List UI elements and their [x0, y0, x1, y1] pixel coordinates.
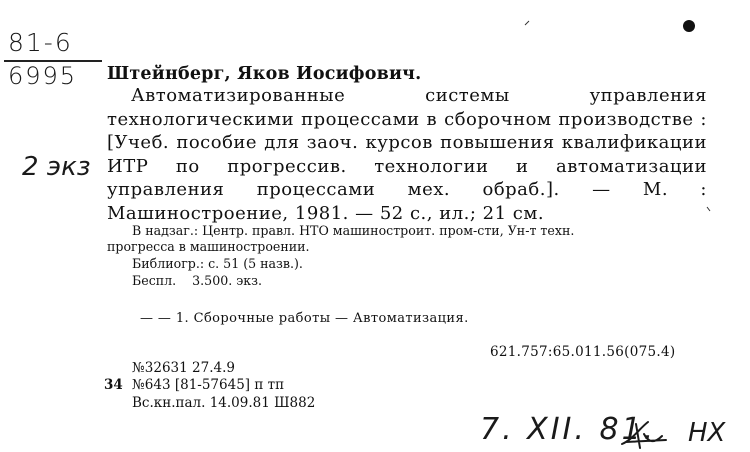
copies-count: 2 экз — [22, 152, 91, 182]
issuer-note-line2: прогресса в машиностроении. — [107, 239, 310, 254]
tech-line-2: №643 [81-57645] п тп — [132, 377, 285, 393]
signature-scribble — [618, 420, 668, 450]
ink-dot — [683, 20, 695, 32]
issuer-note-line1: В надзаг.: Центр. правл. НТО машиностроит. пром-сти, Ун-т техн. — [132, 223, 575, 238]
bibliographic-description: Автоматизированные системы управления технологическими процессами в сборочном производстве : [Учеб. пособие для заоч. курсов повышения квалификации ИТР по прогрессив. технологии и автоматизации управления процессами мех. обраб.]. — М. : Машиностроение, 1981. — 52 с., ил.; 21 см. — [107, 85, 707, 224]
subject-heading: — — 1. Сборочные работы — Автоматизация. — [140, 311, 469, 326]
tech-line-1: №32631 27.4.9 — [132, 360, 235, 376]
handwritten-date: 7. XII. 81. — [480, 412, 657, 447]
shelf-number: 6995 — [8, 62, 78, 90]
price-note: Беспл. 3.500. экз. — [132, 273, 263, 288]
author-heading: Штейнберг, Яков Иосифович. — [107, 64, 422, 84]
udc-code: 621.757:65.011.56(075.4) — [490, 344, 676, 360]
tech-line-2-prefix: 34 — [104, 377, 123, 393]
shelf-mark: 81-6 — [8, 28, 73, 57]
handwritten-initials: НХ — [688, 418, 726, 448]
scan-speck — [706, 206, 712, 212]
bibliography-note: Библиогр.: с. 51 (5 назв.). — [132, 256, 303, 271]
scan-speck — [524, 20, 530, 26]
tech-line-3: Вс.кн.пал. 14.09.81 Ш882 — [132, 395, 316, 411]
